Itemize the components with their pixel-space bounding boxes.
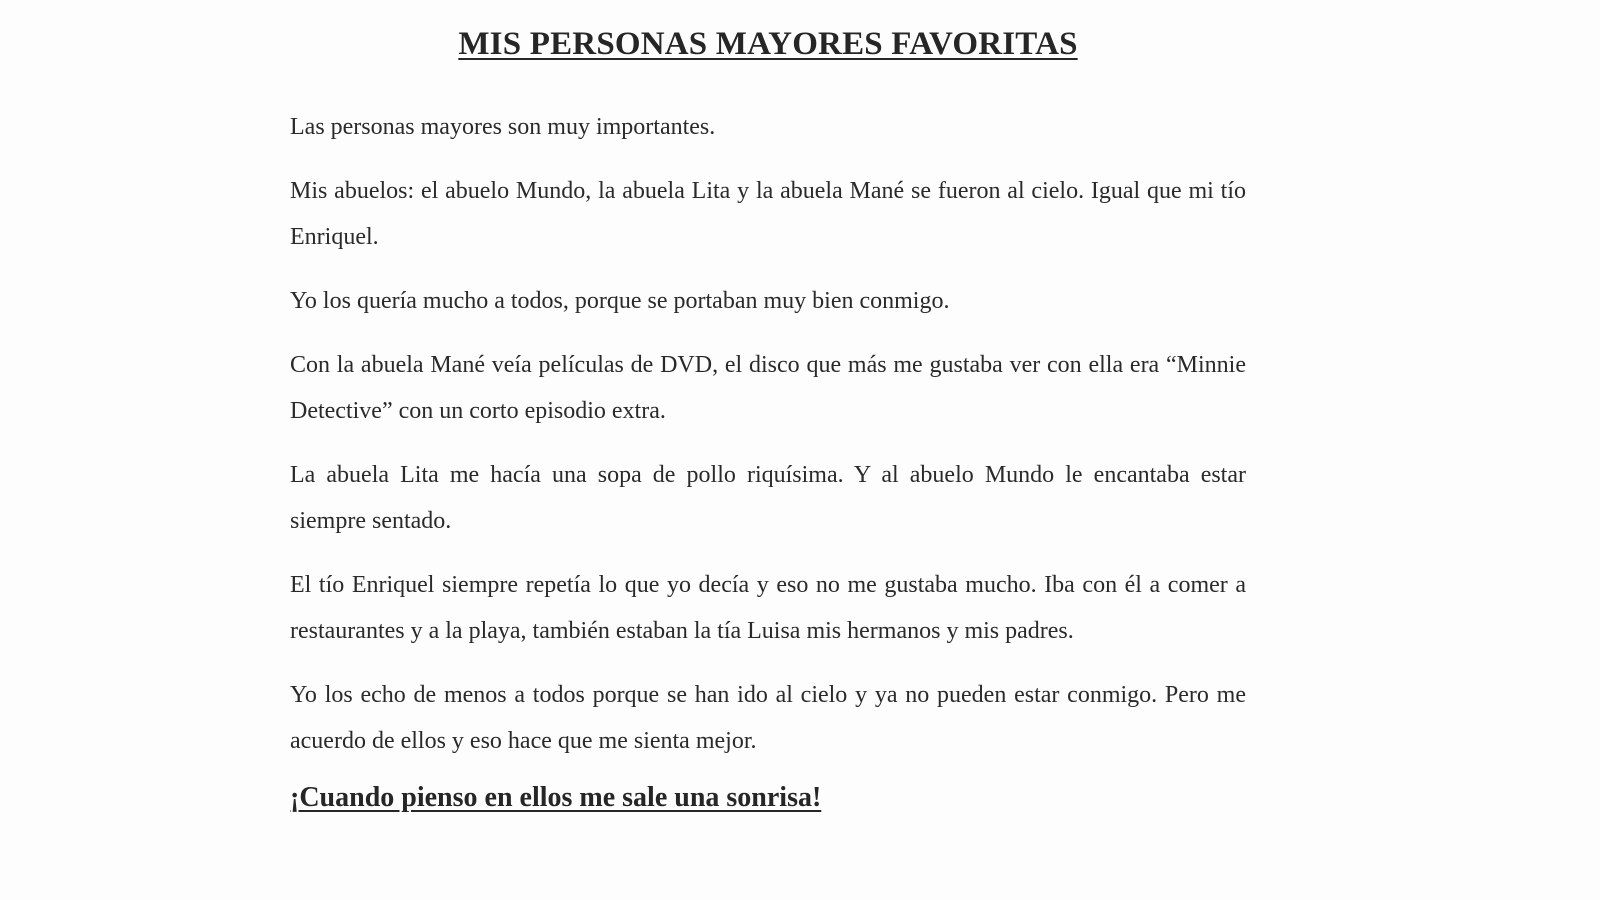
paragraph-abuela-lita: La abuela Lita me hacía una sopa de pollo riquísima. Y al abuelo Mundo le encantaba estar siempre sentado. [290, 462, 1246, 534]
paragraph-abuela-mane: Con la abuela Mané veía películas de DVD, el disco que más me gustaba ver con ella era “Minnie Detective” con un corto episodio extra. [290, 352, 1246, 424]
paragraph-miss-them: Yo los echo de menos a todos porque se han ido al cielo y ya no pueden estar conmigo. Pero me acuerdo de ellos y eso hace que me sienta mejor. [290, 682, 1246, 754]
paragraph-loved-them: Yo los quería mucho a todos, porque se portaban muy bien conmigo. [290, 288, 950, 314]
document-body [290, 104, 1246, 782]
closing-line: ¡Cuando pienso en ellos me sale una sonrisa! [290, 782, 822, 813]
document-title: MIS PERSONAS MAYORES FAVORITAS [458, 26, 1078, 62]
paragraph-tio-enriquel: El tío Enriquel siempre repetía lo que yo decía y eso no me gustaba mucho. Iba con él a comer a restaurantes y a la playa, también estaban la tía Luisa mis hermanos y mis padres. [290, 572, 1246, 644]
paragraph-grandparents: Mis abuelos: el abuelo Mundo, la abuela Lita y la abuela Mané se fueron al cielo. Igual que mi tío Enriquel. [290, 178, 1246, 250]
paragraph-intro: Las personas mayores son muy importantes. [290, 114, 716, 140]
